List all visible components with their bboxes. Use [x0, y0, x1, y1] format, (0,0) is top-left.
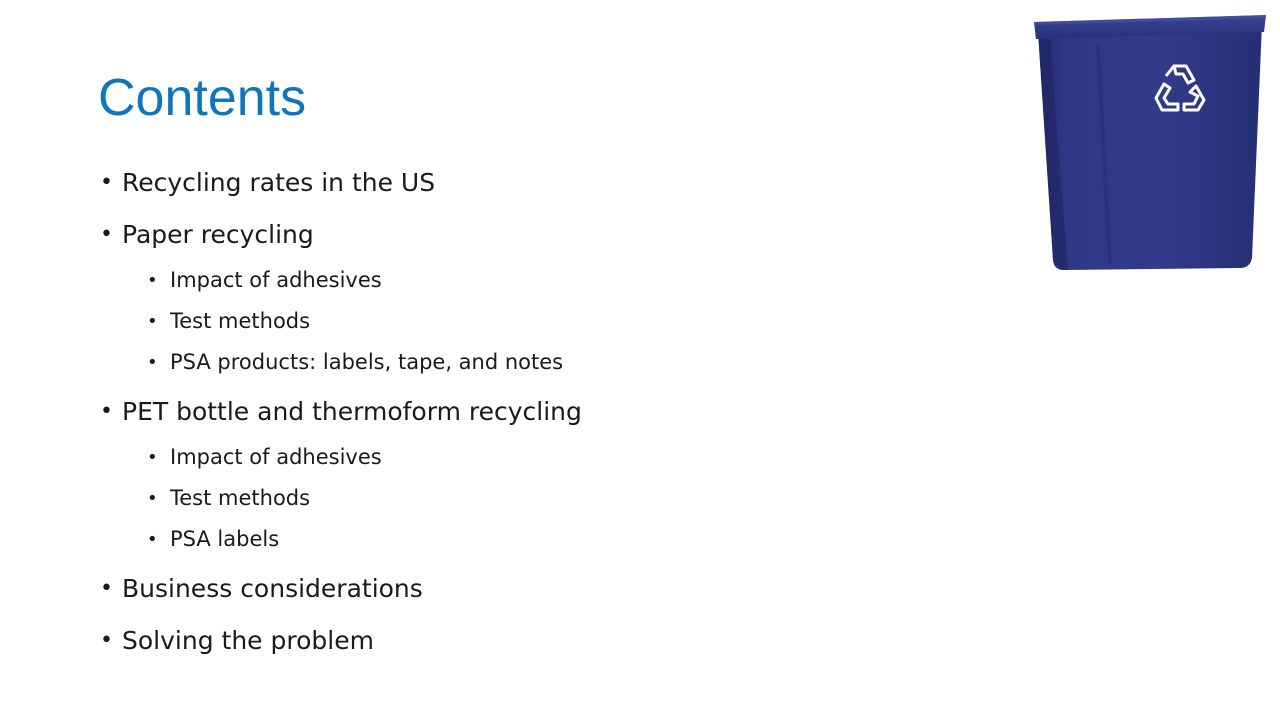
bullet-icon: •	[147, 447, 158, 468]
sub-list-item	[122, 519, 958, 560]
sub-list-item	[122, 342, 958, 383]
sub-list-item-label: Impact of adhesives	[170, 445, 382, 469]
list-item	[98, 566, 958, 612]
slide-title: Contents	[98, 69, 307, 127]
bullet-icon: •	[147, 529, 158, 550]
sub-list-item-label: Impact of adhesives	[170, 268, 382, 292]
bullet-icon: •	[100, 576, 113, 601]
bullet-icon: •	[147, 488, 158, 509]
list-item-label: PET bottle and thermoform recycling	[122, 397, 582, 426]
list-item-label: Recycling rates in the US	[122, 168, 436, 197]
contents-list	[98, 160, 958, 664]
sub-list-item-label: Test methods	[170, 309, 311, 333]
sub-list-item-label: Test methods	[170, 486, 311, 510]
sub-list-item-label: PSA products: labels, tape, and notes	[170, 350, 564, 374]
sub-list-item	[122, 260, 958, 301]
sub-list	[122, 437, 958, 560]
bullet-icon: •	[147, 270, 158, 291]
bullet-icon: •	[100, 399, 113, 424]
bullet-icon: •	[100, 628, 113, 653]
list-item	[98, 618, 958, 664]
bullet-icon: •	[147, 311, 158, 332]
list-item-label: Paper recycling	[122, 220, 314, 249]
bullet-icon: •	[100, 222, 113, 247]
sub-list-item	[122, 301, 958, 342]
list-item-label: Business considerations	[122, 574, 423, 603]
sub-list-item-label: PSA labels	[170, 527, 280, 551]
list-item	[98, 389, 958, 560]
sub-list	[122, 260, 958, 383]
bullet-icon: •	[100, 170, 113, 195]
sub-list-item	[122, 437, 958, 478]
sub-list-item	[122, 478, 958, 519]
list-item	[98, 212, 958, 383]
list-item	[98, 160, 958, 206]
list-item-label: Solving the problem	[122, 626, 374, 655]
recycling-bin-image	[1030, 12, 1268, 274]
bullet-icon: •	[147, 352, 158, 373]
